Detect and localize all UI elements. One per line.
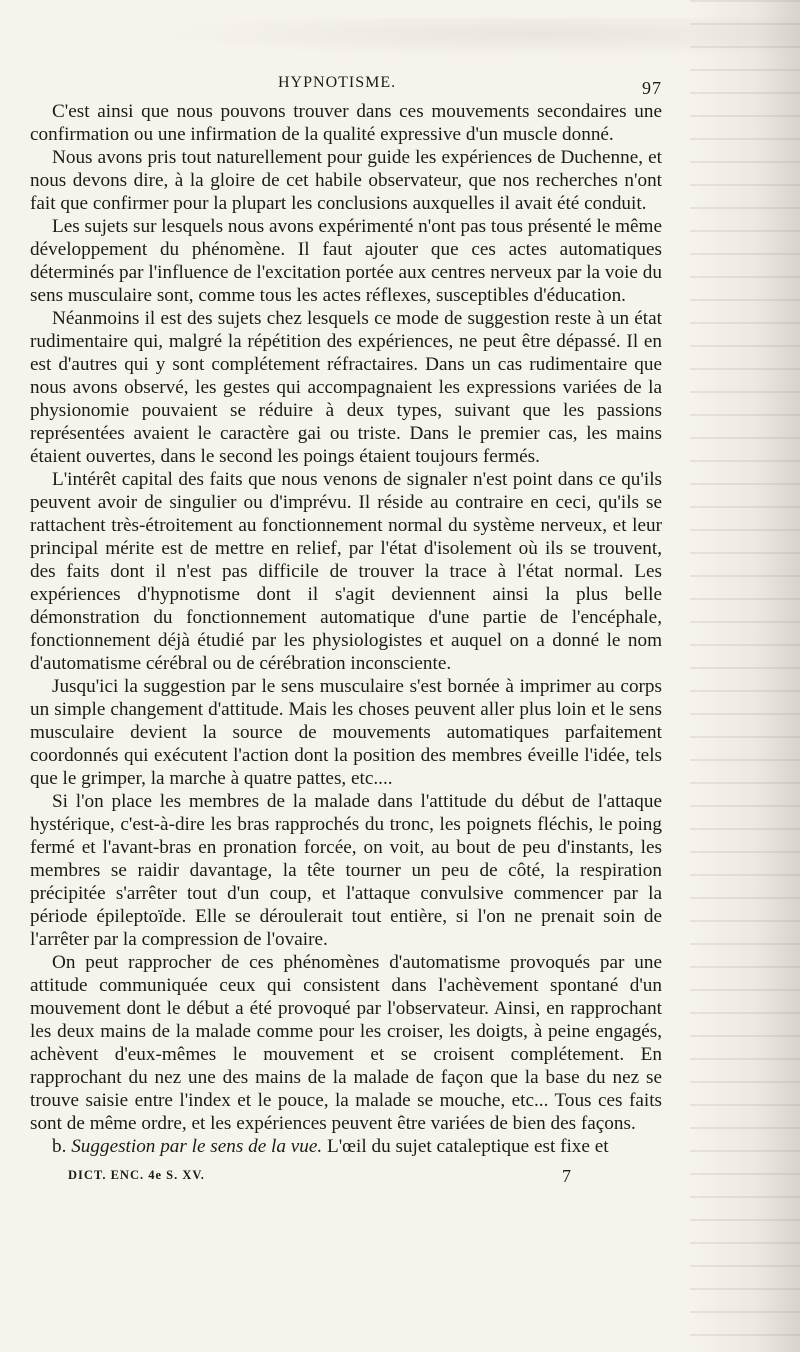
sheet-number: 7 (562, 1166, 572, 1186)
subsection-title: Suggestion par le sens de la vue. (71, 1136, 323, 1157)
running-title: HYPNOTISME. (278, 74, 397, 91)
document-page (30, 70, 662, 1192)
body-text (30, 100, 662, 1158)
subsection-paragraph (30, 1135, 662, 1158)
paragraph: Néanmoins il est des sujets chez lesquels ce mode de suggestion reste à un état rudimentaire qui, malgré la répétition des expériences, ne peut être dépassé. Il en est d'autres qui y sont complétement réfractaires. Dans un cas rudimentaire que nous avons observé, les gestes qui accompagnaient les expressions variées de la physionomie pouvaient se réduire à deux types, suivant que les passions représentées avaient le caractère gai ou triste. Dans le premier cas, les mains étaient ouvertes, dans le second les poings étaient toujours fermés. (30, 308, 662, 467)
paragraph: L'intérêt capital des faits que nous venons de signaler n'est point dans ce qu'ils peuvent avoir de singulier ou d'imprévu. Il réside au contraire en ceci, qu'ils se rattachent très-étroitement au fonctionnement normal du système nerveux, et leur principal mérite est de mettre en relief, par l'état d'isolement où ils se trouvent, des faits dont il n'est pas difficile de trouver la trace à l'état normal. Les expériences d'hypnotisme dont il s'agit deviennent ainsi la plus belle démonstration du fonctionnement automatique d'une partie de l'encéphale, fonctionnement déjà étudié par les physiologistes et auquel on a donné le nom d'automatisme cérébral ou de cérébration inconsciente. (30, 469, 662, 674)
paragraph: Si l'on place les membres de la malade dans l'attitude du début de l'attaque hystérique, c'est-à-dire les bras rapprochés du tronc, les poignets fléchis, le poing fermé et l'avant-bras en pronation forcée, on voit, au bout de peu d'instants, les membres se raidir davantage, la tête tourner un peu de côté, la respiration précipitée s'arrêter tout d'un coup, et l'attaque convulsive commencer par la période épileptoïde. Elle se déroulerait tout entière, si l'on ne prenait soin de l'arrêter par la compression de l'ovaire. (30, 791, 662, 950)
page-number: 97 (642, 78, 662, 98)
paragraph: Les sujets sur lesquels nous avons expérimenté n'ont pas tous présenté le même développement du phénomène. Il faut ajouter que ces actes automatiques déterminés par l'influence de l'excitation portée aux centres nerveux par la voie du sens musculaire sont, comme tous les actes réflexes, susceptibles d'éducation. (30, 216, 662, 306)
page-header (30, 70, 662, 100)
page-footer (30, 1162, 662, 1192)
paragraph: Nous avons pris tout naturellement pour guide les expériences de Duchenne, et nous devons dire, à la gloire de cet habile observateur, que nos recherches n'ont fait que confirmer pour la plupart les conclusions auxquelles il avait été conduit. (30, 147, 662, 214)
margin-bleed-through (690, 0, 800, 1352)
subsection-label: b. (52, 1136, 67, 1157)
signature-mark: DICT. ENC. 4e S. XV. (68, 1168, 205, 1182)
paragraph: On peut rapprocher de ces phénomènes d'automatisme provoqués par une attitude communiquée ceux qui consistent dans l'achèvement spontané d'un mouvement dont le début a été provoqué par l'observateur. Ainsi, en rapprochant les deux mains de la malade comme pour les croiser, les doigts, à peine engagés, achèvent d'eux-mêmes le mouvement et se croisent complétement. En rapprochant du nez une des mains de la malade de façon que la base du nez se trouve saisie entre l'index et le pouce, la malade se mouche, etc... Tous ces faits sont de même ordre, et les expériences peuvent être variées de bien des façons. (30, 952, 662, 1134)
subsection-text: L'œil du sujet cataleptique est fixe et (326, 1136, 609, 1157)
paragraph: C'est ainsi que nous pouvons trouver dans ces mouvements secondaires une confirmation ou une infirmation de la qualité expressive d'un muscle donné. (30, 101, 662, 145)
paragraph: Jusqu'ici la suggestion par le sens musculaire s'est bornée à imprimer au corps un simple changement d'attitude. Mais les choses peuvent aller plus loin et le sens musculaire devient la source de mouvements automatiques parfaitement coordonnés qui exécutent l'action dont la position des membres éveille l'idée, tels que le grimper, la marche à quatre pattes, etc.... (30, 676, 662, 789)
